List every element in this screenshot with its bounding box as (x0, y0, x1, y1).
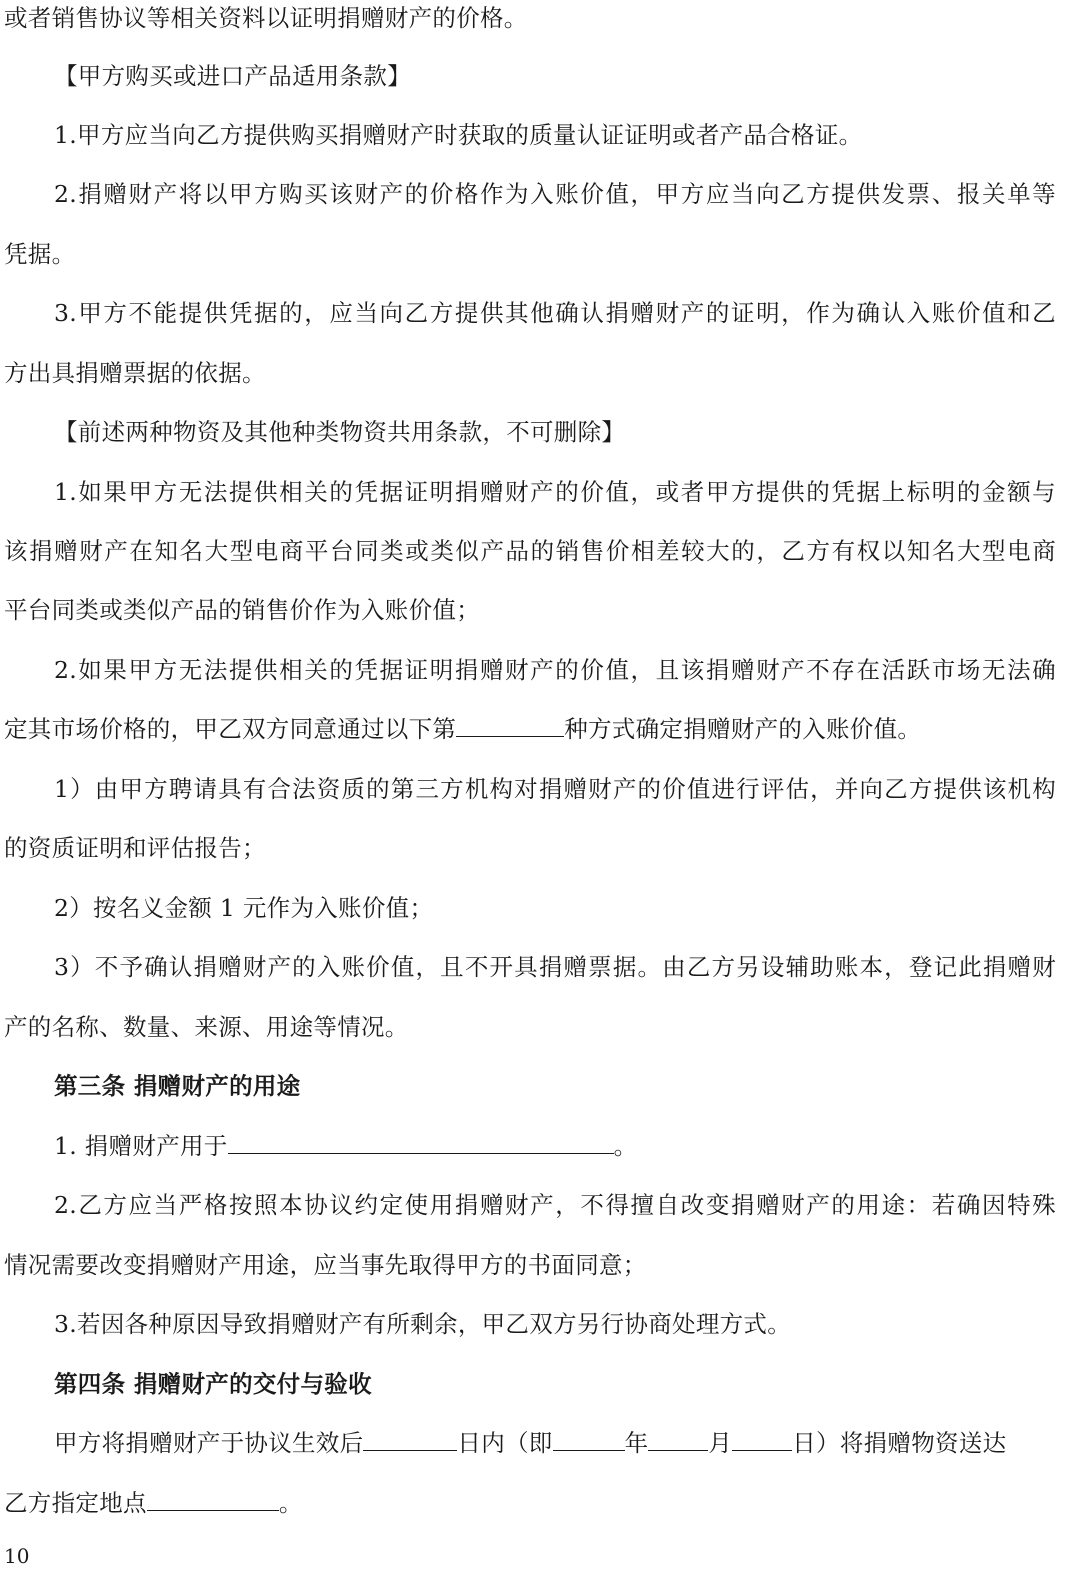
line-text: 月 (708, 1429, 733, 1457)
paragraph-line: 方出具捐赠票据的依据。 (4, 359, 266, 387)
fill-in-blank[interactable] (648, 1426, 708, 1451)
article-heading: 第四条 捐赠财产的交付与验收 (54, 1370, 372, 1398)
clause-item: 3.甲方不能提供凭据的，应当向乙方提供其他确认捐赠财产的证明，作为确认入账价值和乙 (54, 299, 1056, 327)
list-item: 2）按名义金额 1 元作为入账价值； (54, 894, 434, 922)
clause-item: 3.若因各种原因导致捐赠财产有所剩余，甲乙双方另行协商处理方式。 (54, 1310, 792, 1338)
section-bracket-heading: 【前述两种物资及其他种类物资共用条款，不可删除】 (54, 418, 626, 446)
clause-item: 2.捐赠财产将以甲方购买该财产的价格作为入账价值，甲方应当向乙方提供发票、报关单等 (54, 180, 1056, 208)
paragraph-line: 凭据。 (4, 240, 76, 268)
line-text: 甲方将捐赠财产于协议生效后 (54, 1429, 364, 1457)
fill-in-blank[interactable] (228, 1129, 614, 1154)
fill-in-blank[interactable] (147, 1486, 279, 1511)
clause-item: 1.如果甲方无法提供相关的凭据证明捐赠财产的价值，或者甲方提供的凭据上标明的金额与 (54, 478, 1056, 506)
line-text: 年 (624, 1429, 649, 1457)
line-text: 日内（即 (457, 1429, 553, 1457)
line-text: 乙方指定地点 (4, 1489, 147, 1517)
clause-item (54, 1126, 637, 1166)
paragraph-line: 或者销售协议等相关资料以证明捐赠财产的价格。 (4, 4, 528, 32)
line-text: 日）将捐赠物资送达 (792, 1429, 1007, 1457)
clause-item: 2.如果甲方无法提供相关的凭据证明捐赠财产的价值，且该捐赠财产不存在活跃市场无法确 (54, 656, 1056, 684)
list-item: 3）不予确认捐赠财产的入账价值，且不开具捐赠票据。由乙方另设辅助账本，登记此捐赠财 (54, 953, 1056, 981)
line-text: 。 (613, 1132, 638, 1160)
section-bracket-heading: 【甲方购买或进口产品适用条款】 (54, 62, 411, 90)
fill-in-blank[interactable] (456, 712, 564, 737)
line-text: 1. 捐赠财产用于 (54, 1132, 228, 1160)
fill-in-blank[interactable] (553, 1426, 625, 1451)
fill-in-blank[interactable] (363, 1426, 457, 1451)
fill-in-blank[interactable] (732, 1426, 792, 1451)
paragraph-line: 产的名称、数量、来源、用途等情况。 (4, 1013, 409, 1041)
paragraph-line: 该捐赠财产在知名大型电商平台同类或类似产品的销售价相差较大的，乙方有权以知名大型电商 (4, 537, 1056, 565)
paragraph-line (54, 1423, 1006, 1463)
line-text: 。 (278, 1489, 303, 1517)
list-item: 1）由甲方聘请具有合法资质的第三方机构对捐赠财产的价值进行评估，并向乙方提供该机构 (54, 775, 1056, 803)
paragraph-line: 平台同类或类似产品的销售价作为入账价值； (4, 596, 480, 624)
clause-item: 2.乙方应当严格按照本协议约定使用捐赠财产，不得擅自改变捐赠财产的用途：若确因特殊 (54, 1191, 1056, 1219)
paragraph-line (4, 709, 921, 749)
clause-item: 1.甲方应当向乙方提供购买捐赠财产时获取的质量认证证明或者产品合格证。 (54, 121, 863, 149)
paragraph-line: 情况需要改变捐赠财产用途，应当事先取得甲方的书面同意； (4, 1251, 647, 1279)
page-number: 10 (4, 1544, 30, 1568)
paragraph-line (4, 1483, 303, 1523)
line-text: 定其市场价格的，甲乙双方同意通过以下第 (4, 715, 457, 743)
line-text: 种方式确定捐赠财产的入账价值。 (564, 715, 922, 743)
article-heading: 第三条 捐赠财产的用途 (54, 1072, 301, 1100)
paragraph-line: 的资质证明和评估报告； (4, 834, 266, 862)
